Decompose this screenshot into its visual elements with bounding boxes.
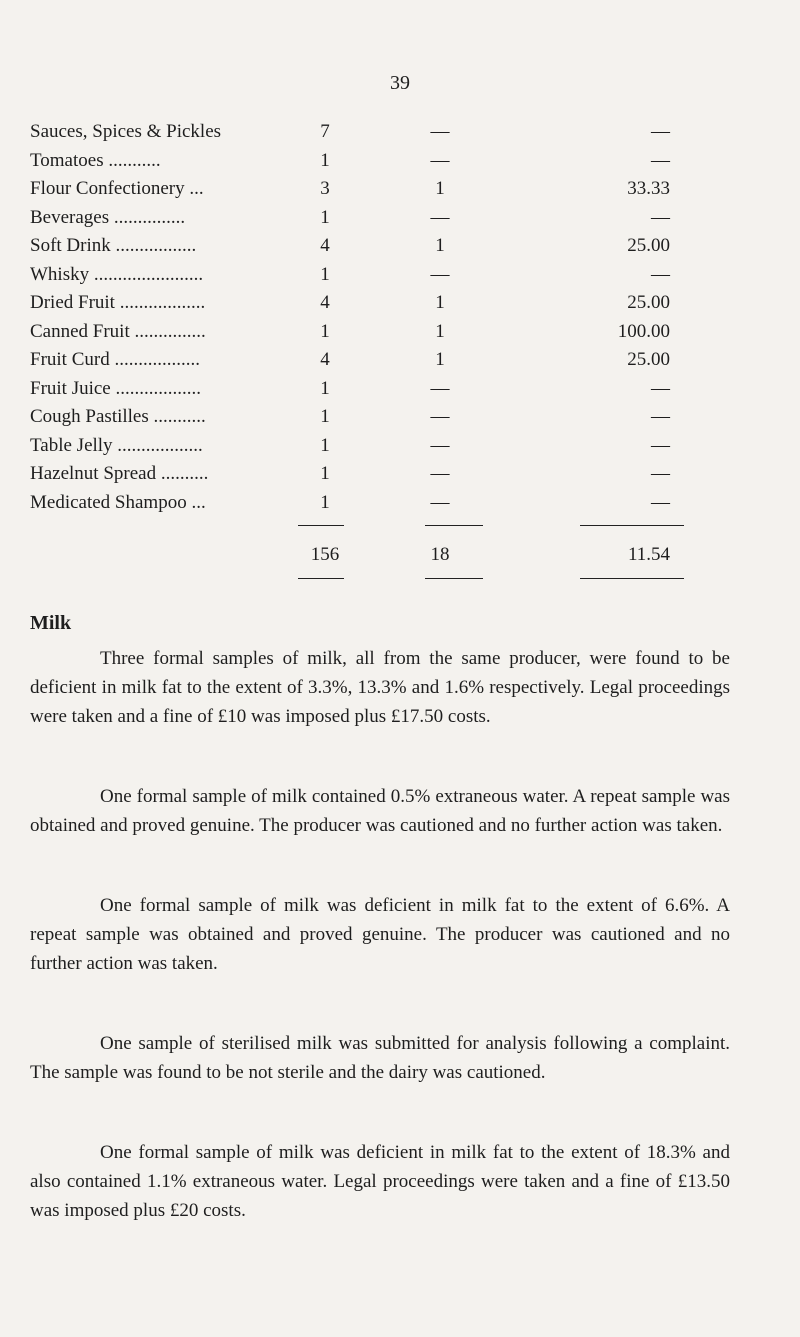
category-name: Medicated Shampoo ...: [30, 491, 206, 513]
category-name: Tomatoes ...........: [30, 149, 161, 171]
category-name: Dried Fruit ..................: [30, 292, 206, 313]
unsatisfactory-count: —: [430, 463, 450, 484]
paragraph-text: One formal sample of milk was deficient in milk fat to the extent of 18.3% and also contained 1.1% extraneous water. Legal proceedings were taken and a fine of £13.50 was imposed plus £20 costs.: [30, 1142, 730, 1221]
unsatisfactory-percent: 25.00: [627, 292, 670, 313]
samples-count: 1: [320, 206, 330, 228]
samples-count: 1: [320, 263, 330, 285]
unsatisfactory-count: —: [430, 149, 450, 171]
unsatisfactory-count: 1: [435, 235, 445, 256]
samples-count: 3: [320, 178, 330, 199]
category-name: Canned Fruit ...............: [30, 320, 206, 342]
samples-count: 1: [320, 463, 330, 484]
milk-paragraph-3: [30, 891, 730, 978]
unsatisfactory-count: —: [430, 434, 450, 456]
table-row: [30, 318, 710, 347]
unsatisfactory-percent: —: [651, 406, 670, 427]
milk-paragraph-4: [30, 1029, 730, 1087]
table-row: [30, 489, 710, 518]
samples-count: 1: [320, 406, 330, 427]
total-unsatisfactory: 18: [430, 544, 450, 565]
unsatisfactory-count: —: [430, 377, 450, 399]
unsatisfactory-percent: 25.00: [627, 235, 670, 256]
unsatisfactory-percent: —: [651, 463, 670, 484]
milk-paragraph-2: [30, 782, 730, 840]
category-name: Table Jelly ..................: [30, 434, 203, 456]
samples-count: 7: [320, 121, 330, 142]
unsatisfactory-percent: 25.00: [627, 349, 670, 370]
category-name: Beverages ...............: [30, 206, 186, 228]
unsatisfactory-percent: —: [651, 206, 670, 228]
unsatisfactory-percent: —: [651, 491, 670, 513]
rule-samples-bottom: [298, 578, 344, 579]
samples-count: 1: [320, 434, 330, 456]
table-row: [30, 118, 710, 147]
unsatisfactory-percent: 100.00: [617, 320, 670, 342]
total-percent: 11.54: [627, 544, 670, 565]
totals-spacer: [30, 541, 300, 570]
table-body: [30, 118, 710, 517]
unsatisfactory-count: 1: [435, 292, 445, 313]
table-row: [30, 460, 710, 489]
category-name: Sauces, Spices & Pickles: [30, 121, 222, 142]
rule-percent-bottom: [580, 578, 684, 579]
category-name: Soft Drink .................: [30, 235, 197, 256]
category-name: Fruit Juice ..................: [30, 377, 201, 399]
table-row: [30, 204, 710, 233]
unsatisfactory-percent: 33.33: [627, 178, 670, 199]
unsatisfactory-count: 1: [435, 320, 445, 342]
table-row: [30, 375, 710, 404]
unsatisfactory-count: —: [430, 406, 450, 427]
samples-count: 1: [320, 377, 330, 399]
table-row: [30, 175, 710, 204]
category-name: Flour Confectionery ...: [30, 178, 204, 199]
table-row: [30, 261, 710, 290]
table-row: [30, 403, 710, 432]
table-row: [30, 289, 710, 318]
paragraph-text: Three formal samples of milk, all from the same producer, were found to be deficient in milk fat to the extent of 3.3%, 13.3% and 1.6% respectively. Legal proceedings were taken and a fine of £10 was imposed plus £17.50 costs.: [30, 648, 730, 727]
category-name: Hazelnut Spread ..........: [30, 463, 209, 484]
unsatisfactory-count: —: [430, 263, 450, 285]
table-row: [30, 232, 710, 261]
samples-count: 4: [320, 349, 330, 370]
unsatisfactory-count: —: [430, 206, 450, 228]
category-name: Whisky .......................: [30, 263, 204, 285]
milk-paragraph-1: [30, 644, 730, 731]
milk-heading: Milk: [30, 612, 72, 634]
paragraph-text: One formal sample of milk was deficient in milk fat to the extent of 6.6%. A repeat sample was obtained and proved genuine. The producer was cautioned and no further action was taken.: [30, 895, 730, 974]
rule-unsat-top: [425, 525, 483, 526]
unsatisfactory-percent: —: [651, 377, 670, 399]
samples-count: 1: [320, 491, 330, 513]
samples-count: 4: [320, 235, 330, 256]
rule-samples-top: [298, 525, 344, 526]
table-row: [30, 147, 710, 176]
total-samples: 156: [310, 544, 340, 565]
unsatisfactory-percent: —: [651, 149, 670, 171]
page-number: 39: [390, 72, 410, 94]
samples-count: 1: [320, 149, 330, 171]
unsatisfactory-count: 1: [435, 349, 445, 370]
unsatisfactory-percent: —: [651, 121, 670, 142]
table-row: [30, 346, 710, 375]
samples-count: 1: [320, 320, 330, 342]
unsatisfactory-percent: —: [651, 434, 670, 456]
unsatisfactory-count: —: [430, 491, 450, 513]
milk-paragraph-5: [30, 1138, 730, 1225]
paragraph-text: One sample of sterilised milk was submitted for analysis following a complaint. The sample was found to be not sterile and the dairy was cautioned.: [30, 1033, 730, 1083]
table-totals-row: [30, 541, 710, 570]
unsatisfactory-count: 1: [435, 178, 445, 199]
samples-count: 4: [320, 292, 330, 313]
category-name: Fruit Curd ..................: [30, 349, 200, 370]
rule-percent-top: [580, 525, 684, 526]
rule-unsat-bottom: [425, 578, 483, 579]
samples-table: [30, 118, 710, 570]
paragraph-text: One formal sample of milk contained 0.5% extraneous water. A repeat sample was obtained and proved genuine. The producer was cautioned and no further action was taken.: [30, 786, 730, 836]
table-row: [30, 432, 710, 461]
unsatisfactory-percent: —: [651, 263, 670, 285]
category-name: Cough Pastilles ...........: [30, 406, 206, 427]
unsatisfactory-count: —: [430, 121, 450, 142]
